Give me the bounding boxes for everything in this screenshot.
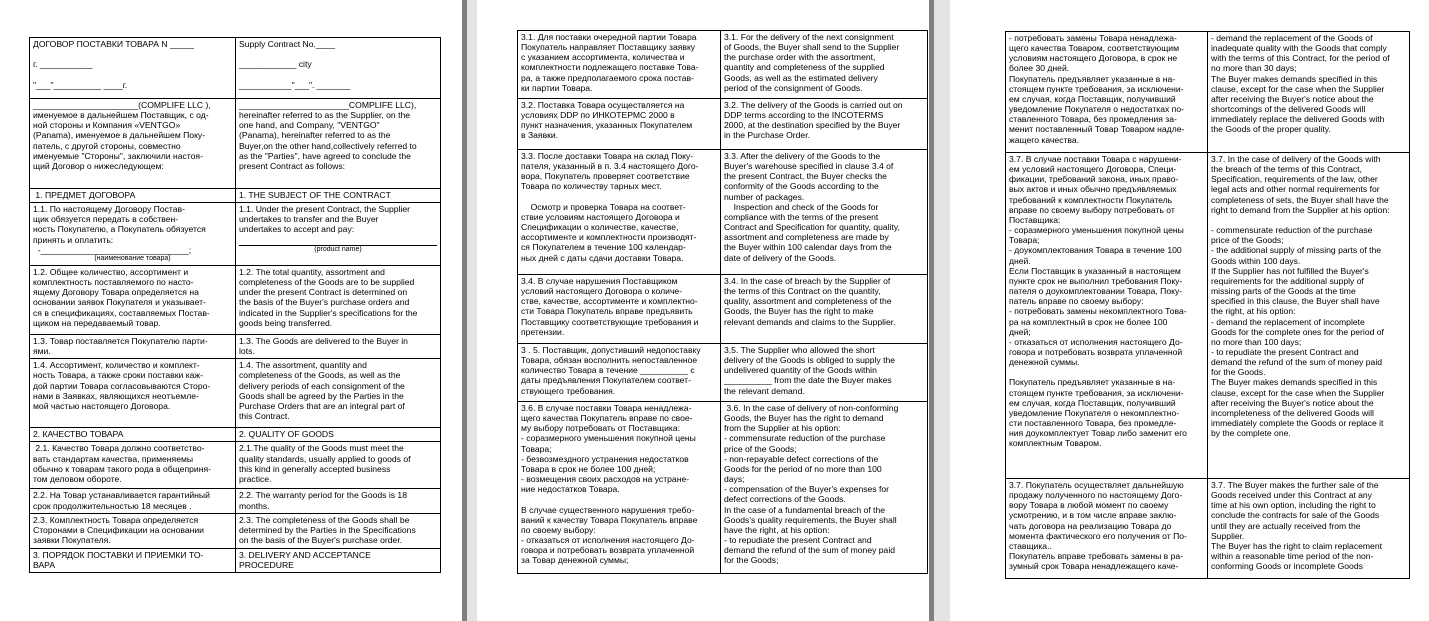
ru-cell: 1.1. По настоящему Договору Постав- щик обязуется передать в собствен- ность Покупателю, а Покупатель обязуется принять и оплатить: -_______________________________; (наименование товара)	[30, 203, 236, 266]
en-cell: 1.4. The assortment, quantity and completeness of the Goods, as well as the delivery periods of each consignment of the Goods shall be agreed by the Parties in the Purchase Orders that are an integral part of this Contract.	[236, 359, 441, 428]
table-row	[1006, 153, 1410, 479]
en-cell: 3.6. In the case of delivery of non-conforming Goods, the Buyer has the right to demand from the Supplier at his option: - commensurate reduction of the purchase price of the Goods; - non-repayable defect corrections of the Goods for the period of no more than 100 days; - compensation of the Buyer's expenses for defect corrections of the Goods. In the case of a fundamental breach of the Goods's quality requirements, the Buyer shall have the right, at his option: - to repudiate the present Contract and demand the refund of the sum of money paid for the Goods;	[721, 402, 928, 574]
ru-cell: 3.7. В случае поставки Товара с нарушени- ем условий настоящего Договора, Специ- фикации, требований закона, иных право- вых актов и иных обычно предъявляемых требований к комплектности Покупатель вправе по своему выбору потребовать от Поставщика: - соразмерного уменьшения покупной цены Товара; - доукомплектования Товара в течение 100 дней. Если Поставщик в указанный в настоящем пункте срок не выполнил требования Поку- пателя о доукомплектовании Товара, Поку- патель вправе по своему выбору: - потребовать замены некомплектного Това- ра на комплектный в срок не более 100 дней; - отказаться от исполнения настоящего До- говора и потребовать возврата уплаченной денежной суммы. Покупатель предъявляет указанные в на- стоящем пункте требования, за исключени- ем случая, когда Поставщик, получивший уведомление Покупателя о некомплектно- сти поставленного Товара, без промедле- ния доукомплектует Товар либо заменит его комплектным Товаром.	[1006, 153, 1208, 479]
ru-cell: 2. КАЧЕСТВО ТОВАРА	[30, 428, 236, 442]
en-cell: 1.1. Under the present Contract, the Supplier undertakes to transfer and the Buyer undertakes to accept and pay: (product name)	[236, 203, 441, 266]
document-page-1	[0, 0, 462, 621]
table-row	[518, 99, 928, 150]
table-row	[30, 489, 441, 513]
en-cell: 3.7. In the case of delivery of the Goods with the breach of the terms of this Contract, Specification, requirements of the law, other legal acts and other normal requirements for completeness of sets, the Buyer shall have the right to demand from the Supplier at his option: - commensurate reduction of the purchase price of the Goods; - the additional supply of missing parts of the Goods within 100 days. If the Supplier has not fulfilled the Buyer's requirements for the additional supply of missing parts of the Goods at the time specified in this clause, the Buyer shall have the right, at his option: - demand the replacement of incomplete Goods for the complete ones for the period of no more than 100 days; - to repudiate the present Contract and demand the refund of the sum of money paid for the Goods. The Buyer makes demands specified in this clause, except for the case when the Supplier after receiving the Buyer's notice about the incompleteness of the delivered Goods will immediately complete the Goods or replace it by the complete one.	[1208, 153, 1410, 479]
table-row	[518, 150, 928, 275]
ru-cell: 3.2. Поставка Товара осуществляется на условиях DDP по ИНКОТЕРМС 2000 в пункт назначения, указанных Покупателем в Заявки.	[518, 99, 721, 150]
en-cell: _______________________COMPLIFE LLC), hereinafter referred to as the Supplier, on the one hand, and Company, "VENTGO" (Panama), hereinafter referred to as the Buyer,on the other hand,collectively referred to as the "Parties", have agreed to conclude the present Contract as follows:	[236, 99, 441, 189]
ru-cell: 2.1. Качество Товара должно соответство- вать стандартам качества, применяемы обычно к товарам такого рода в общеприня- том деловом обороте.	[30, 442, 236, 489]
table-row	[30, 359, 441, 428]
en-cell: 2.3. The completeness of the Goods shall be determined by the Parties in the Specifications on the basis of the Buyer's purchase order.	[236, 513, 441, 548]
en-cell: 3.5. The Supplier who allowed the short delivery of the Goods is obliged to supply the undelivered quantity of the Goods within __________ from the date the Buyer makes the relevant demand.	[721, 344, 928, 402]
ru-cell: 3.7. Покупатель осуществляет дальнейшую продажу полученного по настоящему Дого- вору Товара в любой момент по своему усмотрению, и в том числе вправе заклю- чать договора на реализацию Товара до момента фактического его получения от По- ставщика.. Покупатель вправе требовать замены в ра- зумный срок Товара ненадлежащего каче-	[1006, 479, 1208, 579]
document-page-3	[950, 0, 1429, 621]
en-cell: - demand the replacement of the Goods of inadequate quality with the Goods that comply with the terms of this Contract, for the period of no more than 30 days; The Buyer makes demands specified in this clause, except for the case when the Supplier after receiving the Buyer's notice about the shortcomings of the delivered Goods will immediately replace the delivered Goods with the Goods of the proper quality.	[1208, 32, 1410, 153]
section-heading-row	[30, 428, 441, 442]
contract-table-page-2	[517, 30, 928, 574]
document-page-2	[477, 0, 929, 621]
ru-cell: 1.4. Ассортимент, количество и комплект- ность Товара, а также сроки поставки каж- дой партии Товара согласовываются Сторо- нами в Заявках, являющихся неотъемле- мой частью настоящего Договора.	[30, 359, 236, 428]
ru-cell: 3.6. В случае поставки Товара ненадлежа- щего качества Покупатель вправе по свое- му выбору потребовать от Поставщика: - соразмерного уменьшения покупной цены Товара; - безвозмездного устранения недостатков Товара в срок не более 100 дней; - возмещения своих расходов на устране- ние недостатков Товара. В случае существенного нарушения требо- ваний к качеству Товара Покупатель вправе по своему выбору: - отказаться от исполнения настоящего До- говора и потребовать возврата уплаченной за Товар денежной суммы;	[518, 402, 721, 574]
ru-cell: 3.1. Для поставки очередной партии Товара Покупатель направляет Поставщику заявку с указанием ассортимента, количества и комплектности подлежащего поставке Това- ра, а также предполагаемого срока постав- ки партии Товара.	[518, 31, 721, 99]
en-cell: 3.2. The delivery of the Goods is carried out on DDP terms according to the INCOTERMS 2000, at the destination specified by the Buyer in the Purchase Order.	[721, 99, 928, 150]
ru-cell: 1. ПРЕДМЕТ ДОГОВОРА	[30, 189, 236, 203]
en-cell: 2. QUALITY OF GOODS	[236, 428, 441, 442]
en-cell: 3. DELIVERY AND ACCEPTANCE PROCEDURE	[236, 548, 441, 572]
en-cell: 3.1. For the delivery of the next consignment of Goods, the Buyer shall send to the Supplier the purchase order with the assortment, quantity and completeness of the supplied Goods, as well as the estimated delivery period of the consignment of Goods.	[721, 31, 928, 99]
gray-gap	[934, 0, 950, 621]
en-cell: 1.2. The total quantity, assortment and completeness of the Goods are to be supplied under the present Contract is determined on the basis of the Buyer's purchase orders and indicated in the Supplier's specifications for the goods being transferred.	[236, 265, 441, 334]
table-row	[30, 38, 441, 99]
table-row	[1006, 32, 1410, 153]
en-cell: Supply Contract No.____ ____________ city ___________"___". _______	[236, 38, 441, 99]
en-cell: 1.3. The Goods are delivered to the Buyer in lots.	[236, 334, 441, 358]
contract-table-page-1	[29, 37, 441, 573]
table-row	[30, 99, 441, 189]
en-cell: 1. THE SUBJECT OF THE CONTRACT	[236, 189, 441, 203]
section-heading-row	[30, 548, 441, 572]
contract-table-page-3	[1005, 31, 1410, 579]
section-heading-row	[30, 189, 441, 203]
en-cell: 3.3. After the delivery of the Goods to the Buyer's warehouse specified in clause 3.4 of the present Contract, the Buyer checks the conformity of the Goods according to the number of packages. Inspection and check of the Goods for compliance with the terms of the present Contract and Specification for quantity, quality, assortment and completeness are made by the Buyer within 100 calendar days from the date of delivery of the Goods.	[721, 150, 928, 275]
table-row	[30, 442, 441, 489]
ru-cell: 2.3. Комплектность Товара определяется Сторонами в Спецификации на основании заявки Покупателя.	[30, 513, 236, 548]
table-row	[518, 275, 928, 344]
blank-line	[239, 236, 437, 246]
table-row	[30, 203, 441, 266]
table-row	[30, 265, 441, 334]
en-cell: 3.7. The Buyer makes the further sale of the Goods received under this Contract at any time at his own option, including the right to conclude the contracts for sale of the Goods until they are actually received from the Supplier. The Buyer has the right to claim replacement within a reasonable time period of the non- conforming Goods or incomplete Goods	[1208, 479, 1410, 579]
table-row	[30, 513, 441, 548]
ru-cell: 2.2. На Товар устанавливается гарантийный срок продолжительностью 18 месяцев .	[30, 489, 236, 513]
ru-cell: 1.3. Товар поставляется Покупателю парти- ями.	[30, 334, 236, 358]
ru-cell: 3 . 5. Поставщик, допустивший недопоставку Товара, обязан восполнить непоставленное количество Товара в течение __________ с даты предъявления Покупателем соответ- ствующего требования.	[518, 344, 721, 402]
table-row	[518, 402, 928, 574]
gray-gap	[467, 0, 477, 621]
en-cell: 2.1.The quality of the Goods must meet the quality standards, usually applied to goods of this kind in generally accepted business practice.	[236, 442, 441, 489]
ru-cell: 3. ПОРЯДОК ПОСТАВКИ И ПРИЕМКИ ТО- ВАРА	[30, 548, 236, 572]
table-row	[518, 31, 928, 99]
ru-cell: 3.4. В случае нарушения Поставщиком условий настоящего Договора о количе- стве, качестве, ассортименте и комплектно- сти Товара Покупатель вправе предъявить Поставщику соответствующие требования и претензии.	[518, 275, 721, 344]
ru-cell: ДОГОВОР ПОСТАВКИ ТОВАРА N _____ г. ___________ "___"__________ ____г.	[30, 38, 236, 99]
table-row	[518, 344, 928, 402]
en-cell: 3.4. In the case of breach by the Supplier of the terms of this Contract on the quantity, quality, assortment and completeness of the Goods, the Buyer has the right to make relevant demands and claims to the Supplier.	[721, 275, 928, 344]
ru-cell: - потребовать замены Товара ненадлежа- щего качества Товаром, соответствующим условиям настоящего Договора, в срок не более 30 дней. Покупатель предъявляет указанные в на- стоящем пункте требования, за исключени- ем случая, когда Поставщик, получивший уведомление Покупателя о недостатках по- ставленного Товара, без промедления за- менит поставленный Товар Товаром надле- жащего качества.	[1006, 32, 1208, 153]
table-row	[1006, 479, 1410, 579]
ru-cell: 1.2. Общее количество, ассортимент и комплектность поставляемого по насто- ящему Договору Товара определяется на основании заявок Покупателя и указывает- ся в спецификациях, составляемых Постав- щиком на передаваемый товар.	[30, 265, 236, 334]
en-cell: 2.2. The warranty period for the Goods is 18 months.	[236, 489, 441, 513]
table-row	[30, 334, 441, 358]
ru-cell: 3.3. После доставки Товара на склад Поку- пателя, указанный в п. 3.4 настоящего Дого- вора, Покупатель проверяет соответствие Товара по количеству тарных мест. Осмотр и проверка Товара на соответ- ствие условиям настоящего Договора и Спецификации о количестве, качестве, ассортименте и комплектности производят- ся Покупателем в течение 100 календар- ных дней с даты сдачи доставки Товара.	[518, 150, 721, 275]
ru-cell: ______________________(COMPLIFE LLC ), именуемое в дальнейшем Поставщик, с од- ной стороны и Компания «VENTGO» (Panama), именуемое в дальнейшем Поку- патель, с другой стороны, совместно именуемые "Стороны", заключили настоя- щий Договор о нижеследующем:	[30, 99, 236, 189]
